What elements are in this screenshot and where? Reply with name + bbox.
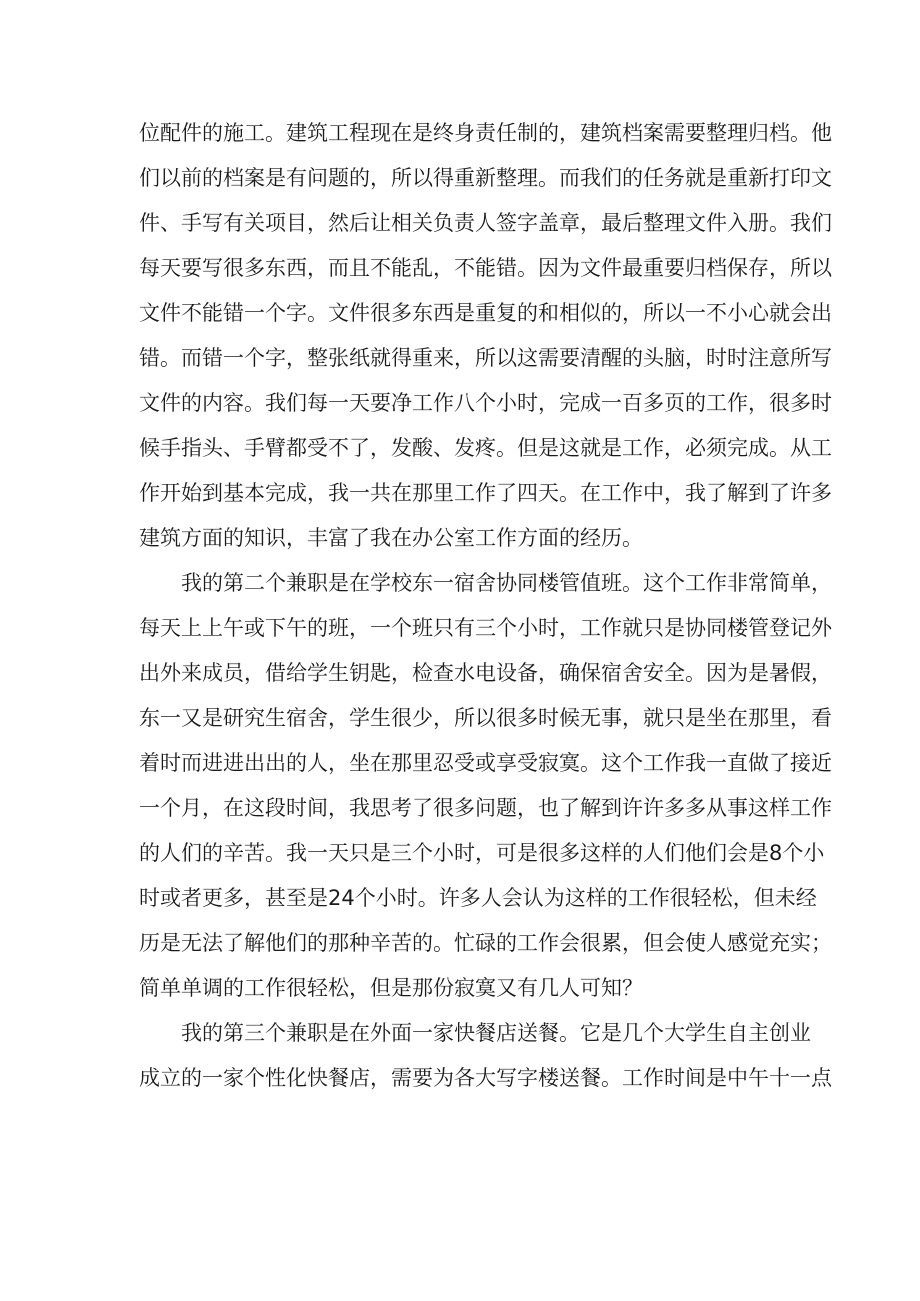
text-line: 们以前的档案是有问题的，所以得重新整理。而我们的任务就是重新打印文	[139, 166, 832, 190]
text-line: 我的第三个兼职是在外面一家快餐店送餐。它是几个大学生自主创业	[181, 1021, 811, 1045]
text-line: 候手指头、手臂都受不了，发酸、发疼。但是这就是工作，必须完成。从工	[139, 436, 832, 460]
text-line: 一个月，在这段时间，我思考了很多问题，也了解到许许多多从事这样工作	[139, 796, 832, 820]
text-line: 位配件的施工。建筑工程现在是终身责任制的，建筑档案需要整理归档。他	[139, 121, 832, 145]
text-line: 文件不能错一个字。文件很多东西是重复的和相似的，所以一不小心就会出	[139, 301, 832, 325]
text-line: 成立的一家个性化快餐店，需要为各大写字楼送餐。工作时间是中午十一点	[139, 1066, 832, 1090]
text-line: 件、手写有关项目，然后让相关负责人签字盖章，最后整理文件入册。我们	[139, 211, 832, 235]
text-line: 错。而错一个字，整张纸就得重来，所以这需要清醒的头脑，时时注意所写	[139, 346, 832, 370]
text-line: 简单单调的工作很轻松，但是那份寂寞又有几人可知？	[139, 976, 643, 1000]
text-line: 出外来成员，借给学生钥匙，检查水电设备，确保宿舍安全。因为是暑假，	[139, 661, 832, 685]
text-line: 作开始到基本完成，我一共在那里工作了四天。在工作中，我了解到了许多	[139, 481, 832, 505]
text-line: 每天要写很多东西，而且不能乱，不能错。因为文件最重要归档保存，所以	[139, 256, 832, 280]
text-line: 东一又是研究生宿舍，学生很少，所以很多时候无事，就只是坐在那里，看	[139, 706, 832, 730]
paragraph-2	[139, 561, 832, 1011]
text-line: 着时而进进出出的人，坐在那里忍受或享受寂寞。这个工作我一直做了接近	[139, 751, 832, 775]
paragraph-3	[139, 1011, 832, 1101]
text-line: 历是无法了解他们的那种辛苦的。忙碌的工作会很累，但会使人感觉充实；	[139, 931, 832, 955]
text-line: 建筑方面的知识，丰富了我在办公室工作方面的经历。	[139, 526, 643, 550]
text-line: 每天上上午或下午的班，一个班只有三个小时，工作就只是协同楼管登记外	[139, 616, 832, 640]
text-line: 文件的内容。我们每一天要净工作八个小时，完成一百多页的工作，很多时	[139, 391, 832, 415]
text-line: 我的第二个兼职是在学校东一宿舍协同楼管值班。这个工作非常简单，	[181, 571, 832, 595]
text-line: 的人们的辛苦。我一天只是三个小时，可是很多这样的人们他们会是8个小	[139, 841, 825, 865]
text-line: 时或者更多，甚至是24个小时。许多人会认为这样的工作很轻松，但未经	[139, 886, 817, 910]
document-body	[139, 111, 832, 1101]
paragraph-1	[139, 111, 832, 561]
